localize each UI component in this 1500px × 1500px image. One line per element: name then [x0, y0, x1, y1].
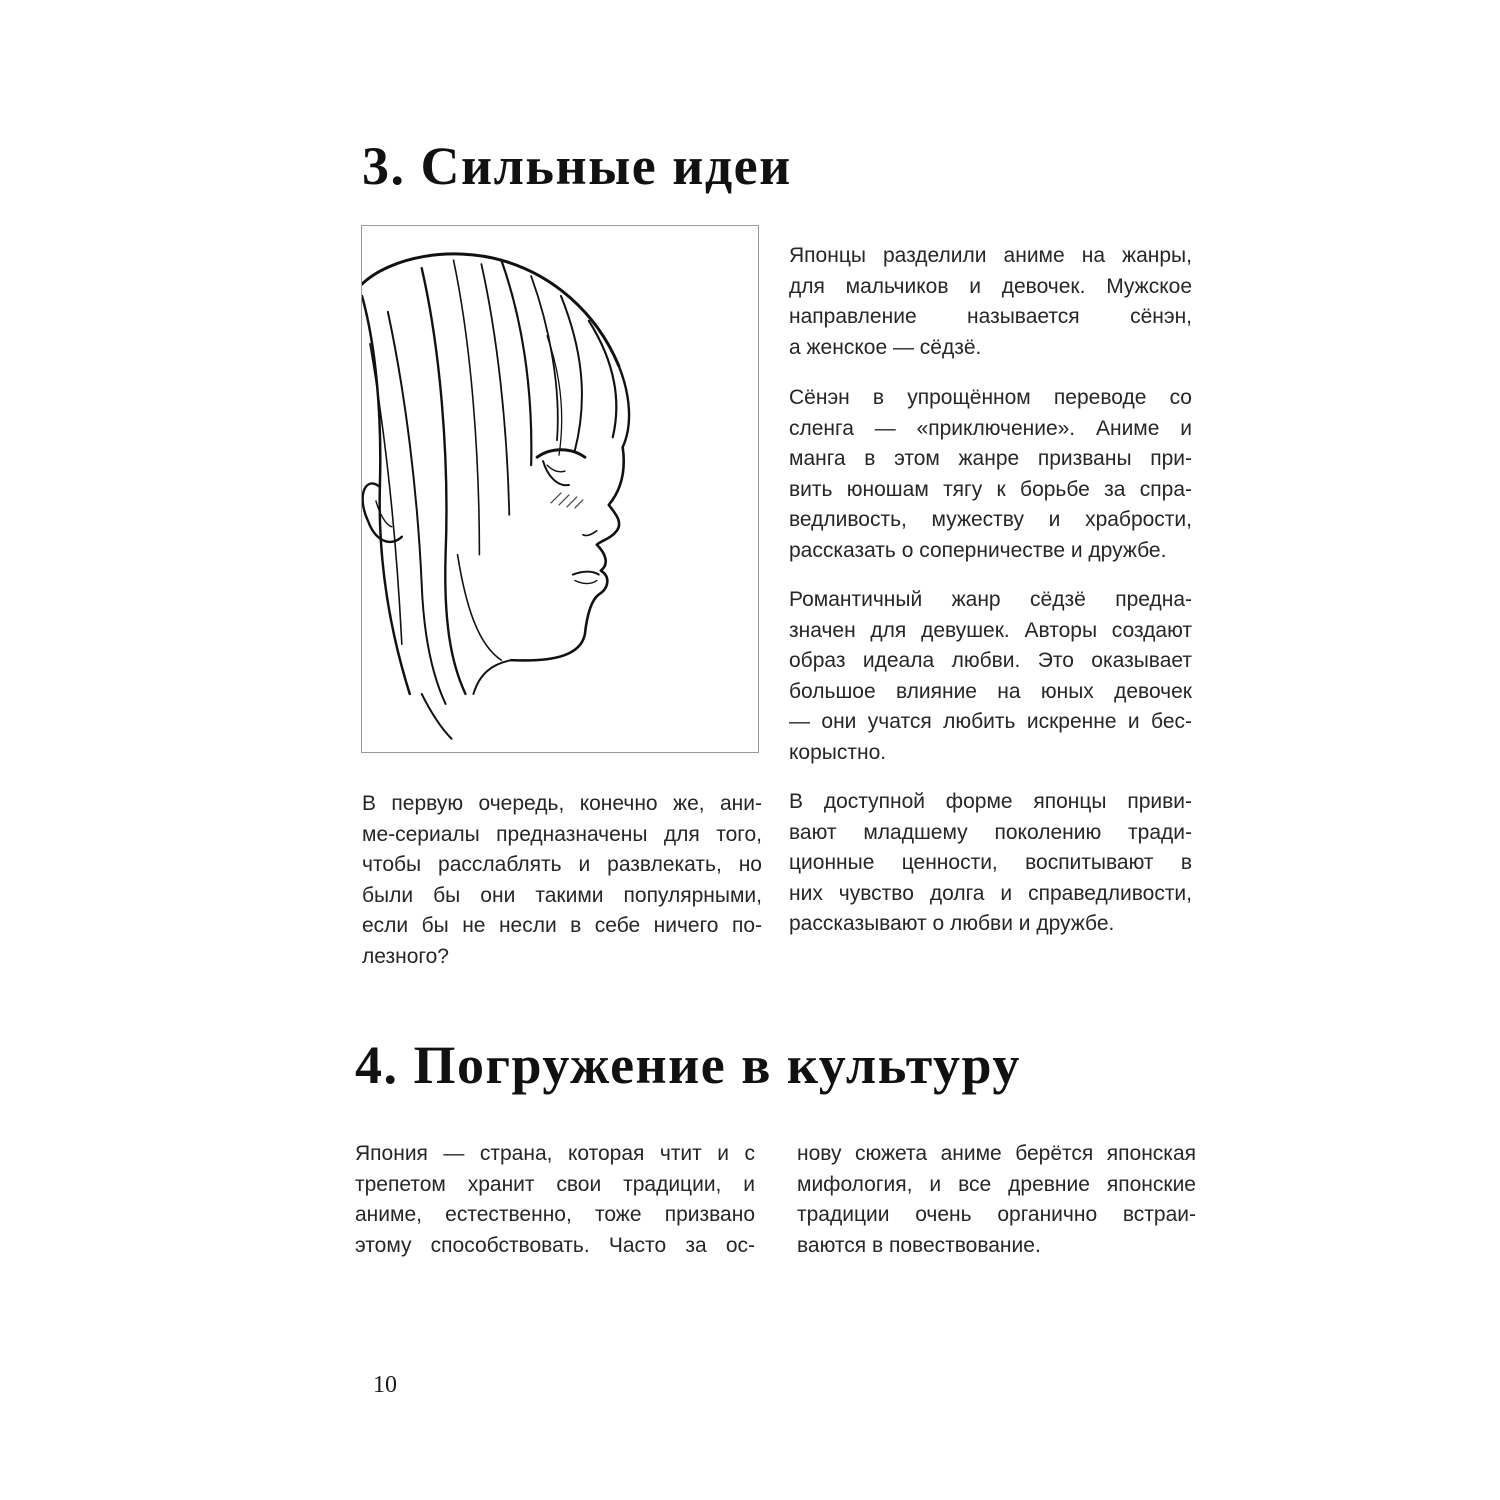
- section-3-heading: 3. Сильные идеи: [362, 136, 792, 196]
- paragraph-shonen: Сёнэн в упрощённом переводе со сленга — «приключение». Аниме и манга в этом жанре призваны при- вить юношам тягу к борьбе за спра- ведливость, мужеству и храбрости, рассказать о соперничестве и дружбе.: [789, 386, 1192, 562]
- section-4-heading: 4. Погружение в культуру: [355, 1035, 1021, 1095]
- anime-girl-profile-illustration: [361, 225, 759, 753]
- paragraph-entertainment: В первую очередь, конечно же, ани- ме-сериалы предназначены для того, чтобы расслаблять и развлекать, но были бы они такими популярными, если бы не несли в себе ничего по- лезного?: [362, 792, 762, 968]
- paragraph-values: В доступной форме японцы приви- вают младшему поколению тради- ционные ценности, воспитывают в них чувство долга и справедливости, рассказывают о любви и дружбе.: [789, 790, 1192, 935]
- page-number: 10: [373, 1372, 397, 1398]
- paragraph-culture-left: Япония — страна, которая чтит и с трепетом хранит свои традиции, и аниме, естественно, тоже призвано этому способствовать. Часто за ос-: [355, 1142, 755, 1257]
- paragraph-shojo: Романтичный жанр сёдзё предна- значен для девушек. Авторы создают образ идеала любви. Это оказывает большое влияние на юных девочек — они учатся любить искренне и бес- корыстно.: [789, 588, 1192, 764]
- paragraph-genres: Японцы разделили аниме на жанры, для мальчиков и девочек. Мужское направление называется сёнэн, а женское — сёдзё.: [789, 244, 1192, 359]
- paragraph-culture-right: нову сюжета аниме берётся японская мифология, и все древние японские традиции очень органично встраи- ваются в повествование.: [797, 1142, 1196, 1257]
